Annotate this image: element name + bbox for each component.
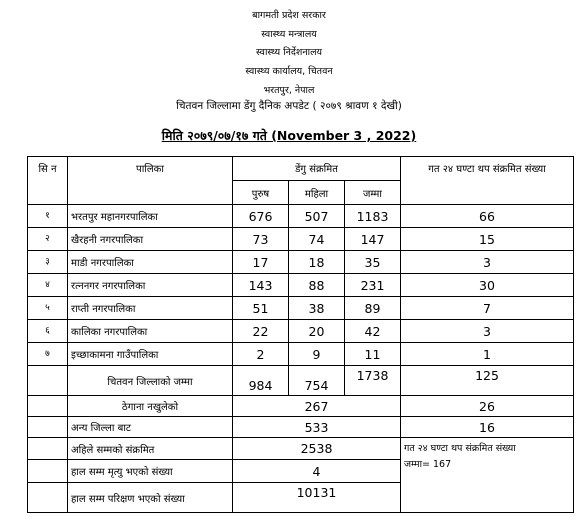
row-female: 507 [289,205,345,228]
row-palika-name: खैरहनी नगरपालिका [68,228,233,251]
tested-total: 10131 [233,483,401,513]
header-male: पुरुष [233,181,289,205]
table-row [28,228,574,251]
row-female: 38 [289,297,345,320]
row-new-24h: 30 [401,274,574,297]
row-total: 11 [345,343,401,366]
row-sn: ६ [28,320,68,343]
row-total: 42 [345,320,401,343]
header-update-title: चितवन जिल्लामा डेंगु दैनिक अपडेट ( २०७९ श्रावण १ देखी) [176,100,402,112]
row-palika-name: राप्ती नगरपालिका [68,297,233,320]
table-row [28,205,574,228]
district-total-sn-cell [28,366,68,396]
row-palika-name: माडी नगरपालिका [68,251,233,274]
table-row [28,320,574,343]
row-sn: ४ [28,274,68,297]
row-male: 51 [233,297,289,320]
row-sn: ३ [28,251,68,274]
table-row [28,251,574,274]
header-line-government: बागमती प्रदेश सरकार [252,10,326,21]
row-palika-name: कालिका नगरपालिका [68,320,233,343]
table-row [28,297,574,320]
other-district-new-24h: 16 [401,417,574,438]
report-date: मिति २०७९/०७/१७ गते (November 3 , 2022) [161,128,417,143]
header-total: जम्मा [345,181,401,205]
row-male: 2 [233,343,289,366]
table-row [28,343,574,366]
other-district-sn-cell [28,417,68,438]
cumulative-total: 2538 [233,438,401,460]
row-total: 1183 [345,205,401,228]
district-total-male: 984 [233,366,289,396]
other-district-total: 533 [233,417,401,438]
row-total: 35 [345,251,401,274]
district-total-female: 754 [289,366,345,396]
unknown-address-label: ठेगाना नखुलेको [68,396,233,417]
table-header-row [28,157,574,181]
row-new-24h: 15 [401,228,574,251]
deaths-total: 4 [233,460,401,483]
header-line-office: स्वास्थ्य कार्यालय, चितवन [245,66,333,77]
district-total-label: चितवन जिल्लाको जम्मा [68,366,233,396]
cumulative-label: अहिले सम्मको संक्रमित [68,438,233,460]
unknown-address-sn-cell [28,396,68,417]
row-new-24h: 7 [401,297,574,320]
row-female: 20 [289,320,345,343]
cumulative-row [28,438,574,460]
row-total: 89 [345,297,401,320]
header-sn: सि न [28,157,68,205]
row-male: 22 [233,320,289,343]
table-row [28,274,574,297]
row-total: 147 [345,228,401,251]
header-female: महिला [289,181,345,205]
summary-24h-cell [401,438,574,513]
row-male: 17 [233,251,289,274]
row-sn: ५ [28,297,68,320]
header-line-address: भरतपुर, नेपाल [263,85,315,96]
header-line-ministry: स्वास्थ्य मन्त्रालय [261,29,317,40]
row-male: 676 [233,205,289,228]
header-line-directorate: स्वास्थ्य निर्देशनालय [255,47,323,58]
row-new-24h: 3 [401,320,574,343]
unknown-address-total: 267 [233,396,401,417]
cumulative-sn-cell [28,438,68,460]
other-district-label: अन्य जिल्ला बाट [68,417,233,438]
header-palika: पालिका [68,157,233,205]
district-total-total: 1738 [345,366,401,396]
row-male: 143 [233,274,289,297]
dengue-table [27,156,574,513]
other-district-row [28,417,574,438]
tested-sn-cell [28,483,68,513]
row-female: 9 [289,343,345,366]
row-total: 231 [345,274,401,297]
row-sn: ७ [28,343,68,366]
row-male: 73 [233,228,289,251]
row-new-24h: 1 [401,343,574,366]
row-palika-name: रत्ननगर नगरपालिका [68,274,233,297]
district-total-new-24h: 125 [401,366,574,396]
row-female: 74 [289,228,345,251]
district-total-row [28,366,574,396]
row-palika-name: भरतपुर महानगरपालिका [68,205,233,228]
deaths-label: हाल सम्म मृत्यु भएको संख्या [68,460,233,483]
row-new-24h: 66 [401,205,574,228]
unknown-address-new-24h: 26 [401,396,574,417]
summary-24h-total: जम्मा= 167 [404,459,452,470]
row-sn: २ [28,228,68,251]
summary-24h-label: गत २४ घण्टा थप संक्रमित संख्या [404,443,516,454]
row-female: 88 [289,274,345,297]
row-sn: १ [28,205,68,228]
tested-label: हाल सम्म परिक्षण भएको संख्या [68,483,233,513]
unknown-address-row [28,396,574,417]
header-dengue-infected: डेंगु संक्रमित [233,157,401,181]
row-female: 18 [289,251,345,274]
row-new-24h: 3 [401,251,574,274]
row-palika-name: इच्छाकामना गाउँपालिका [68,343,233,366]
header-new-24h: गत २४ घण्टा थप संक्रमित संख्या [401,157,574,205]
deaths-sn-cell [28,460,68,483]
